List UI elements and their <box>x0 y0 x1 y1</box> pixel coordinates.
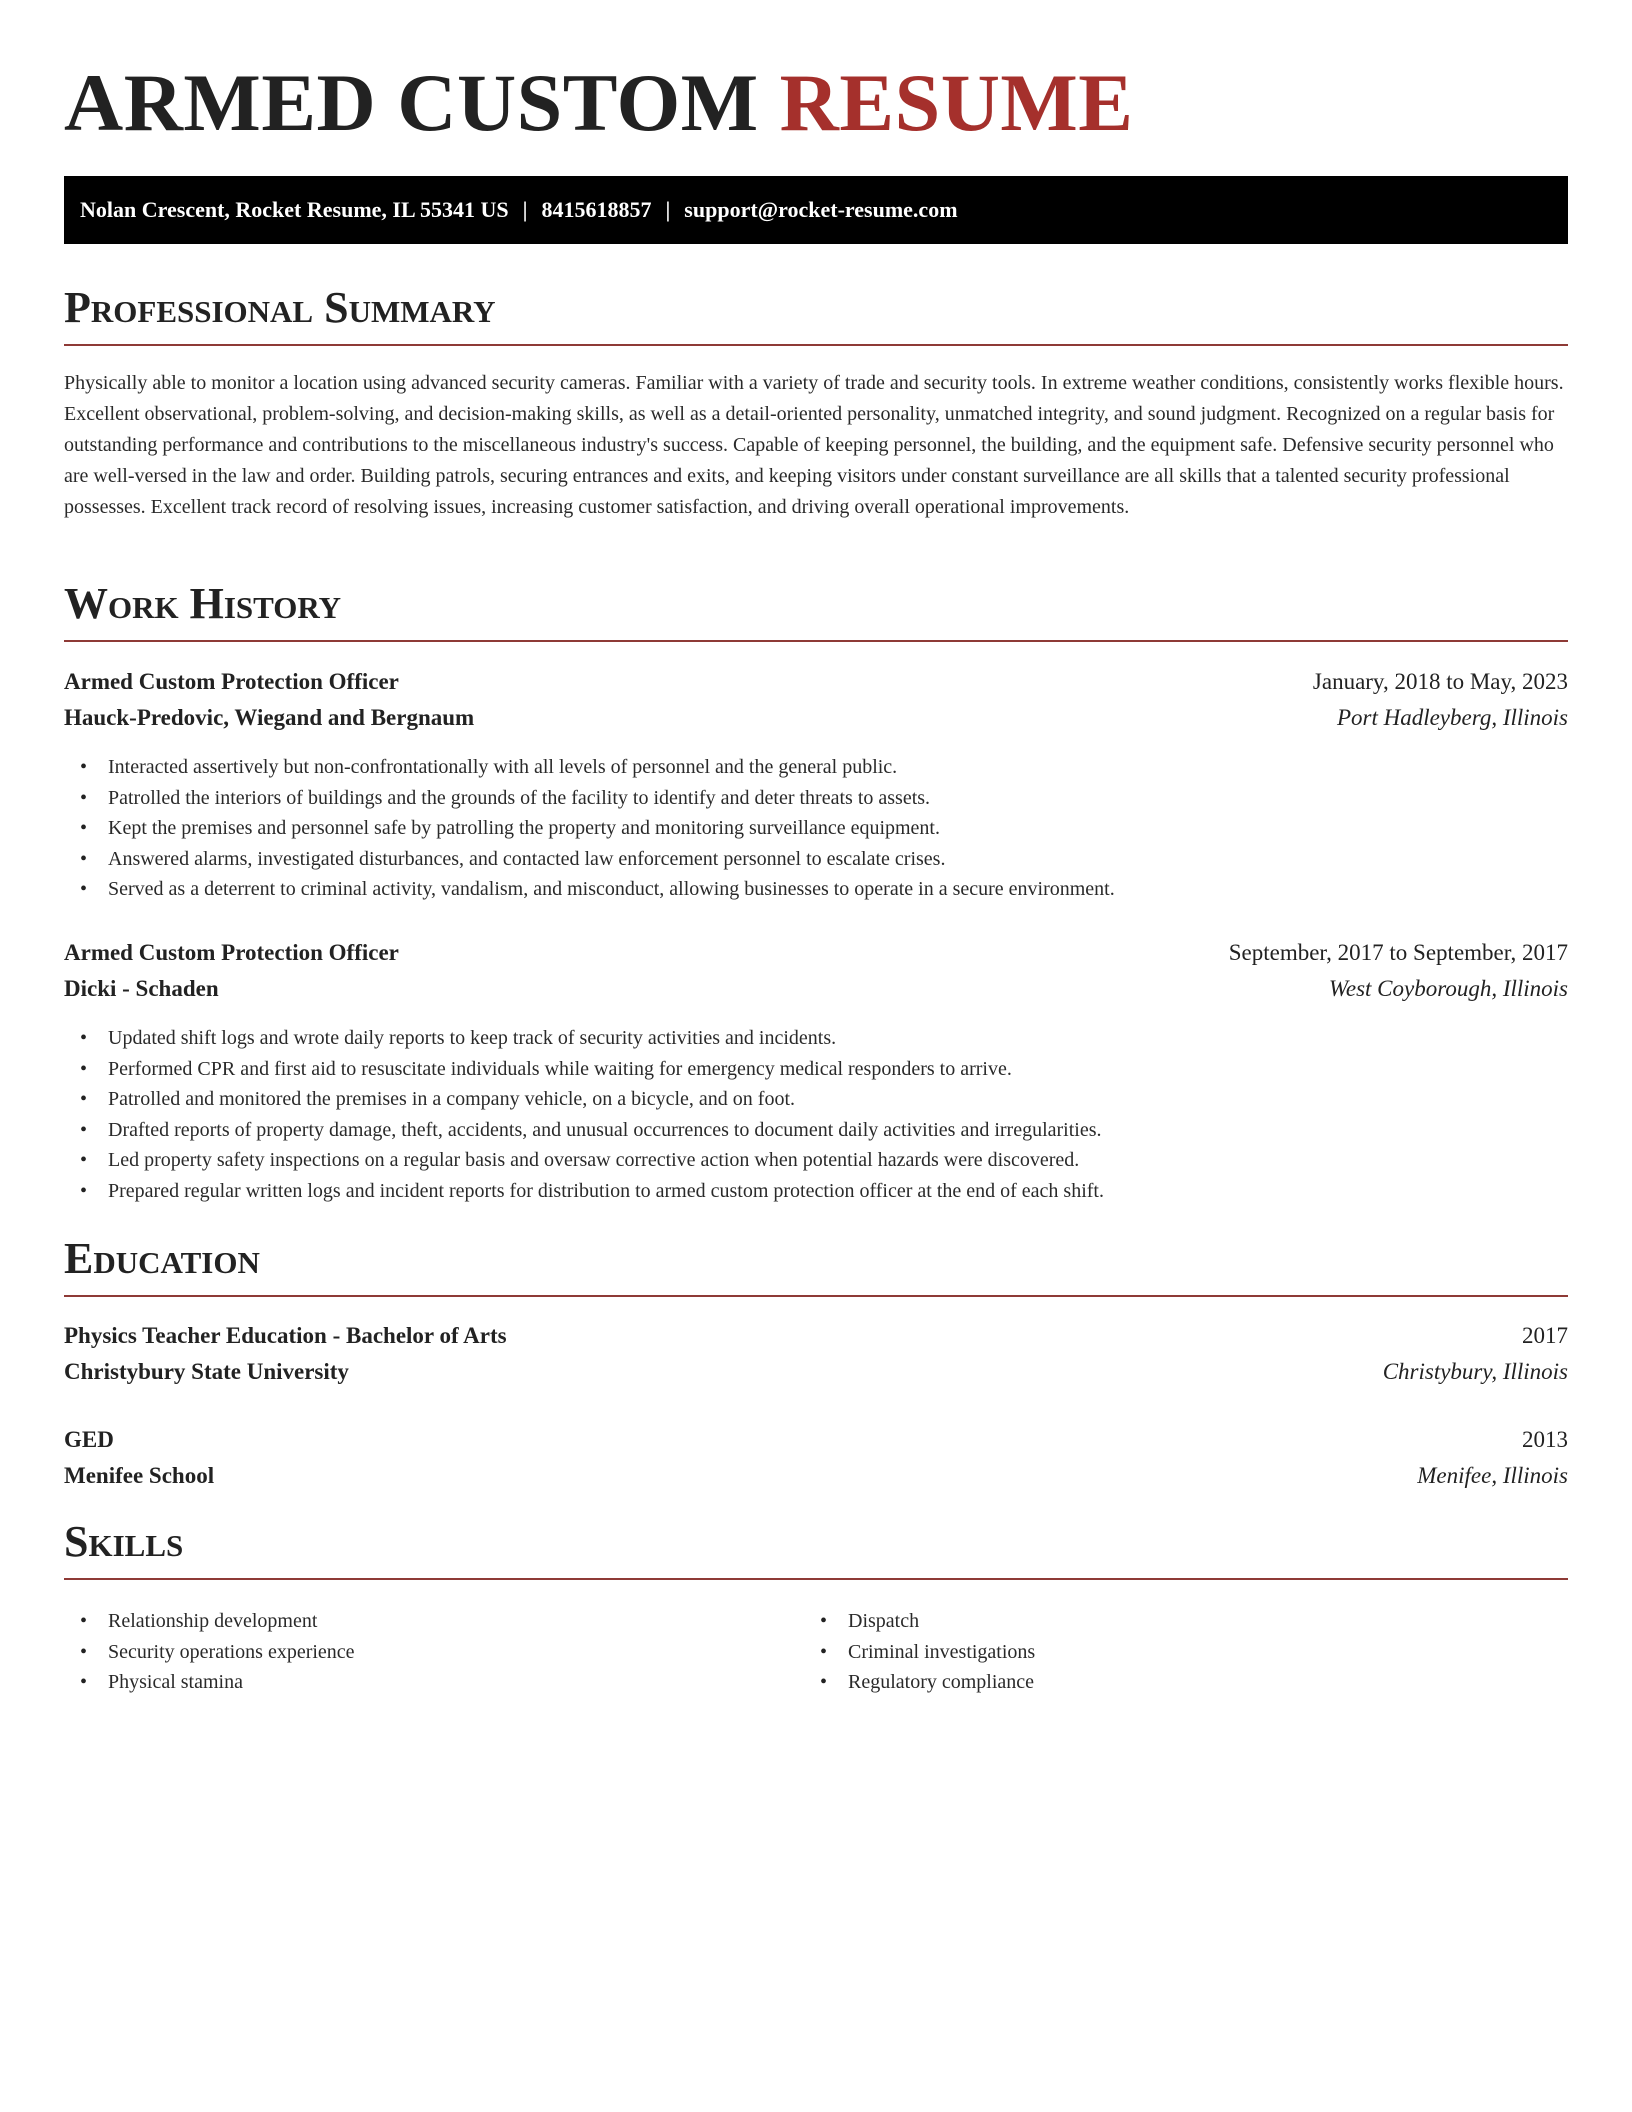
job-location: Port Hadleyberg, Illinois <box>1336 705 1568 730</box>
list-item: • Drafted reports of property damage, theft, accidents, and unusual occurrences to document daily activities and irregularities. <box>64 1115 1568 1146</box>
job-title: Armed Custom Protection Officer <box>64 940 399 965</box>
education-degree: GED <box>64 1427 114 1452</box>
education-school: Christybury State University <box>64 1359 349 1384</box>
section-title: Education <box>64 1234 260 1283</box>
contact-separator: | <box>665 197 671 222</box>
skill-item: • Security operations experience <box>64 1637 804 1668</box>
job-title: Armed Custom Protection Officer <box>64 669 399 694</box>
skill-item: • Criminal investigations <box>804 1637 1568 1668</box>
education-section-heading <box>64 1233 1568 1297</box>
job-company: Hauck-Predovic, Wiegand and Bergnaum <box>64 705 475 730</box>
contact-separator: | <box>522 197 528 222</box>
education-degree: Physics Teacher Education - Bachelor of Arts <box>64 1323 507 1348</box>
list-item: • Interacted assertively but non-confrontationally with all levels of personnel and the general public. <box>64 752 1568 783</box>
list-item: • Answered alarms, investigated disturbances, and contacted law enforcement personnel to escalate crises. <box>64 844 1568 875</box>
job-title-row <box>64 936 1568 970</box>
summary-text: Physically able to monitor a location using advanced security cameras. Familiar with a variety of trade and security tools. In extreme weather conditions, consistently works flexible hours. Excellent observational, problem-solving, and decision-making skills, as well as a detail-oriented personality, unmatched integrity, and sound judgment. Recognized on a regular basis for outstanding performance and contributions to the miscellaneous industry's success. Capable of keeping personnel, the building, and the equipment safe. Defensive security personnel who are well-versed in the law and order. Building patrols, securing entrances and exits, and keeping visitors under constant surveillance are all skills that a talented security professional possesses. Excellent track record of resolving issues, increasing customer satisfaction, and driving overall operational improvements. <box>64 372 1564 518</box>
contact-address: Nolan Crescent, Rocket Resume, IL 55341 US <box>80 197 509 222</box>
list-item: • Prepared regular written logs and incident reports for distribution to armed custom protection officer at the end of each shift. <box>64 1176 1568 1207</box>
skills-section-heading <box>64 1516 1568 1580</box>
job-dates: January, 2018 to May, 2023 <box>1312 669 1568 694</box>
contact-phone: 8415618857 <box>541 197 652 222</box>
list-item: • Performed CPR and first aid to resuscitate individuals while waiting for emergency medical responders to arrive. <box>64 1054 1568 1085</box>
education-school: Menifee School <box>64 1463 215 1488</box>
job-company-row <box>64 972 1568 1006</box>
contact-email[interactable]: support@rocket-resume.com <box>684 197 958 222</box>
list-item: • Kept the premises and personnel safe by patrolling the property and monitoring surveillance equipment. <box>64 813 1568 844</box>
education-location: Christybury, Illinois <box>1382 1359 1568 1384</box>
list-item: • Updated shift logs and wrote daily reports to keep track of security activities and incidents. <box>64 1023 1568 1054</box>
resume-title <box>64 58 1134 148</box>
list-item: • Led property safety inspections on a regular basis and oversaw corrective action when potential hazards were discovered. <box>64 1145 1568 1176</box>
skills-list-left <box>64 1606 804 1698</box>
skills-list-right <box>804 1606 1568 1698</box>
job-title-row <box>64 665 1568 699</box>
list-item: • Served as a deterrent to criminal activity, vandalism, and misconduct, allowing businesses to operate in a secure environment. <box>64 874 1568 905</box>
contact-bar <box>64 176 1568 244</box>
skill-item: • Regulatory compliance <box>804 1667 1568 1698</box>
education-year: 2017 <box>1522 1323 1568 1348</box>
section-title: Professional Summary <box>64 283 496 332</box>
skill-item: • Physical stamina <box>64 1667 804 1698</box>
job-location: West Coyborough, Illinois <box>1328 976 1568 1001</box>
job-company-row <box>64 701 1568 735</box>
list-item: • Patrolled the interiors of buildings and the grounds of the facility to identify and deter threats to assets. <box>64 783 1568 814</box>
title-accent: RESUME <box>779 57 1134 148</box>
education-degree-row <box>64 1423 1568 1457</box>
education-year: 2013 <box>1522 1427 1568 1452</box>
section-title: Skills <box>64 1517 184 1566</box>
job-bullet-list <box>64 1023 1568 1206</box>
job-dates: September, 2017 to September, 2017 <box>1228 940 1568 965</box>
job-company: Dicki - Schaden <box>64 976 219 1001</box>
education-school-row <box>64 1355 1568 1389</box>
work-section-heading <box>64 578 1568 642</box>
skill-item: • Dispatch <box>804 1606 1568 1637</box>
job-bullet-list <box>64 752 1568 905</box>
title-main: ARMED CUSTOM <box>64 57 759 148</box>
section-title: Work History <box>64 579 342 628</box>
education-school-row <box>64 1459 1568 1493</box>
skill-item: • Relationship development <box>64 1606 804 1637</box>
list-item: • Patrolled and monitored the premises in a company vehicle, on a bicycle, and on foot. <box>64 1084 1568 1115</box>
education-degree-row <box>64 1319 1568 1353</box>
education-location: Menifee, Illinois <box>1417 1463 1568 1488</box>
summary-section-heading <box>64 282 1568 346</box>
